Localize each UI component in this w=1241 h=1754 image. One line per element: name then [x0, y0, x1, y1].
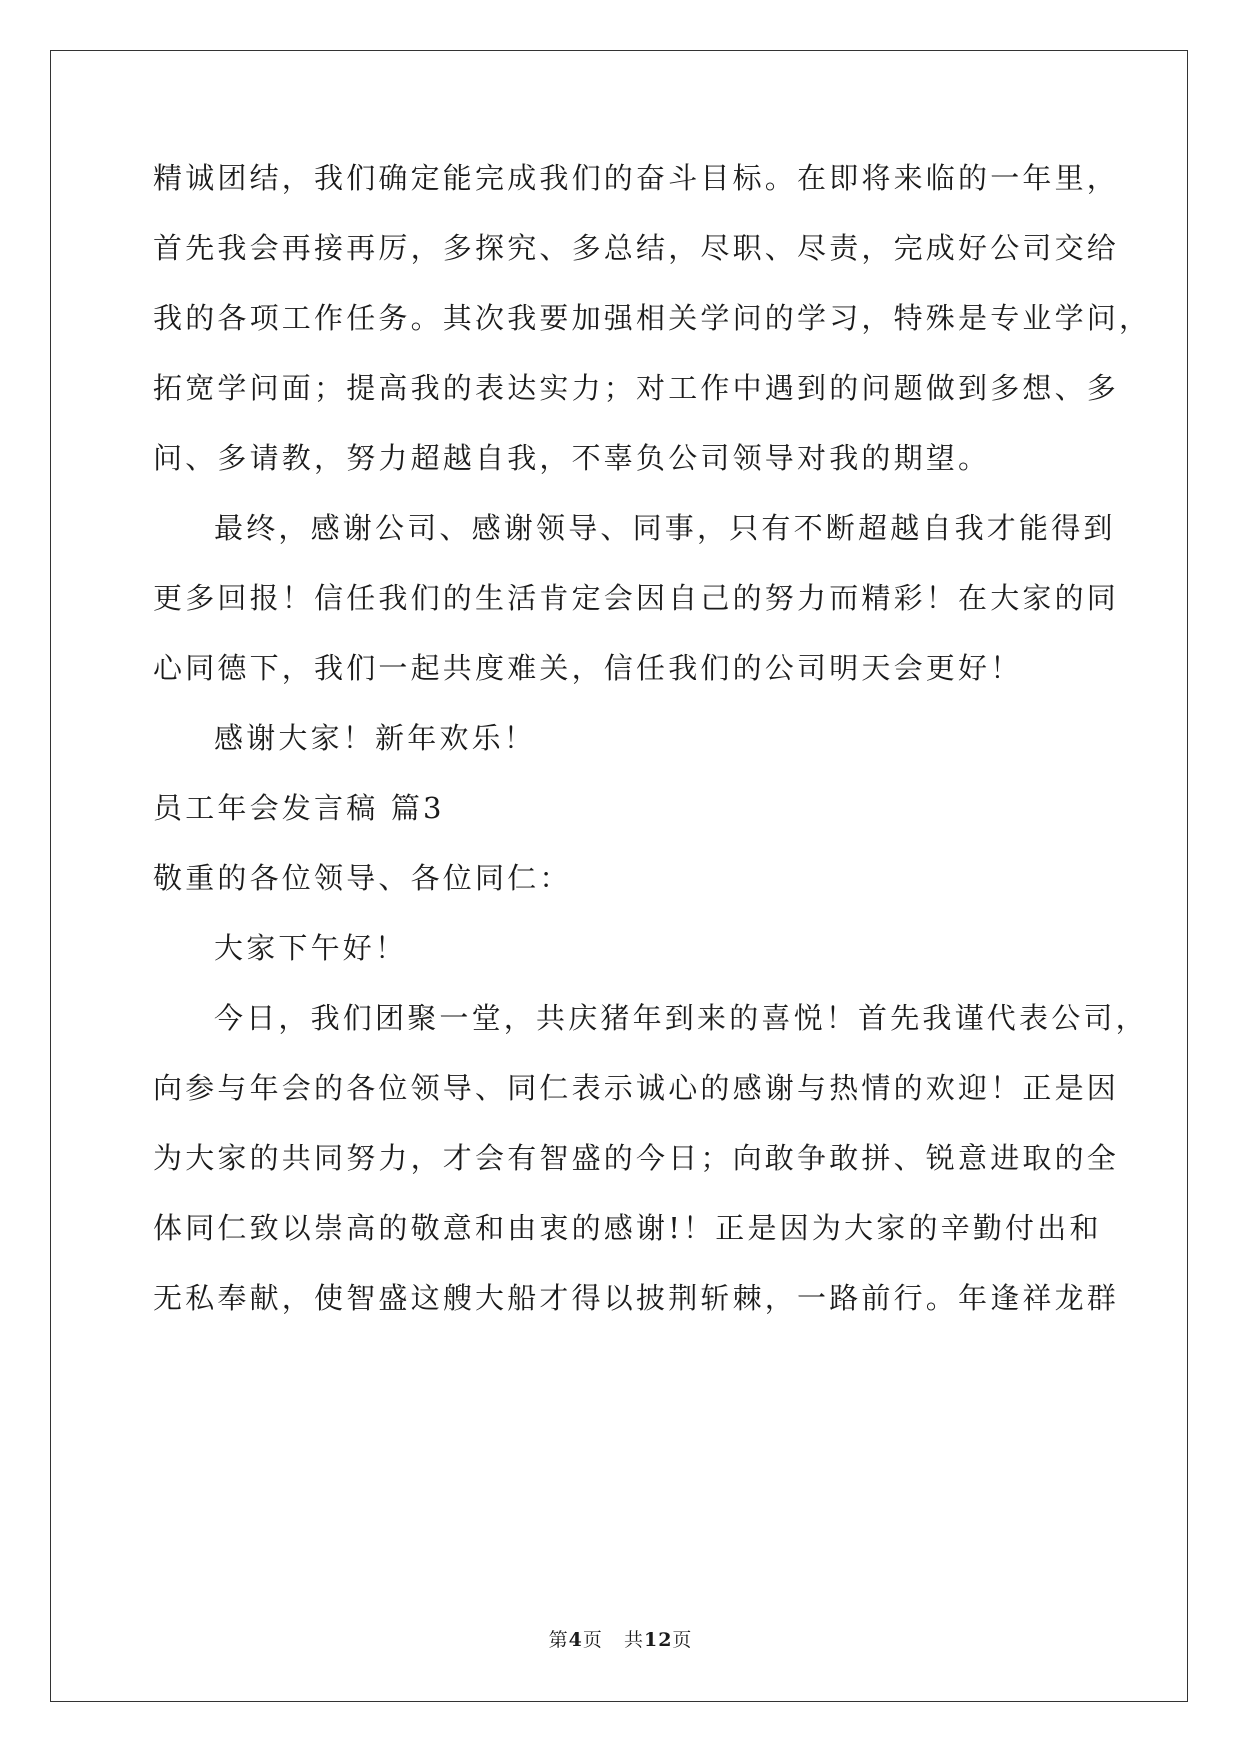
body-line: 心同德下，我们一起共度难关，信任我们的公司明天会更好！	[153, 651, 1023, 685]
body-line: 今日，我们团聚一堂，共庆猪年到来的喜悦！首先我谨代表公司，	[214, 1001, 1148, 1035]
page-total: 12	[643, 1629, 673, 1651]
body-line: 更多回报！信任我们的生活肯定会因自己的努力而精彩！在大家的同	[153, 581, 1120, 615]
body-line: 问、多请教，努力超越自我，不辜负公司领导对我的期望。	[153, 441, 991, 475]
body-line: 感谢大家！新年欢乐！	[214, 721, 537, 755]
body-line: 向参与年会的各位领导、同仁表示诚心的感谢与热情的欢迎！正是因	[153, 1071, 1120, 1105]
total-suffix: 页	[672, 1629, 693, 1651]
section-heading: 员工年会发言稿 篇3	[153, 791, 445, 825]
salutation: 敬重的各位领导、各位同仁：	[153, 861, 572, 895]
body-line: 精诚团结，我们确定能完成我们的奋斗目标。在即将来临的一年里，	[153, 161, 1120, 195]
body-line: 体同仁致以崇高的敬意和由衷的感谢!！正是因为大家的辛勤付出和	[153, 1211, 1102, 1245]
page-footer	[0, 1628, 1241, 1652]
page-current: 4	[568, 1629, 583, 1651]
body-line: 拓宽学问面；提高我的表达实力；对工作中遇到的问题做到多想、多	[153, 371, 1120, 405]
page-suffix: 页	[582, 1629, 603, 1651]
page-prefix: 第	[548, 1629, 569, 1651]
body-line: 我的各项工作任务。其次我要加强相关学问的学习，特殊是专业学问，	[153, 301, 1152, 335]
body-line: 无私奉献，使智盛这艘大船才得以披荆斩棘，一路前行。年逢祥龙群	[153, 1281, 1120, 1315]
body-line: 首先我会再接再厉，多探究、多总结，尽职、尽责，完成好公司交给	[153, 231, 1120, 265]
greeting: 大家下午好！	[214, 931, 408, 965]
total-prefix: 共	[623, 1629, 644, 1651]
body-line: 为大家的共同努力，才会有智盛的今日；向敢争敢拼、锐意进取的全	[153, 1141, 1120, 1175]
body-line: 最终，感谢公司、感谢领导、同事，只有不断超越自我才能得到	[214, 511, 1116, 545]
